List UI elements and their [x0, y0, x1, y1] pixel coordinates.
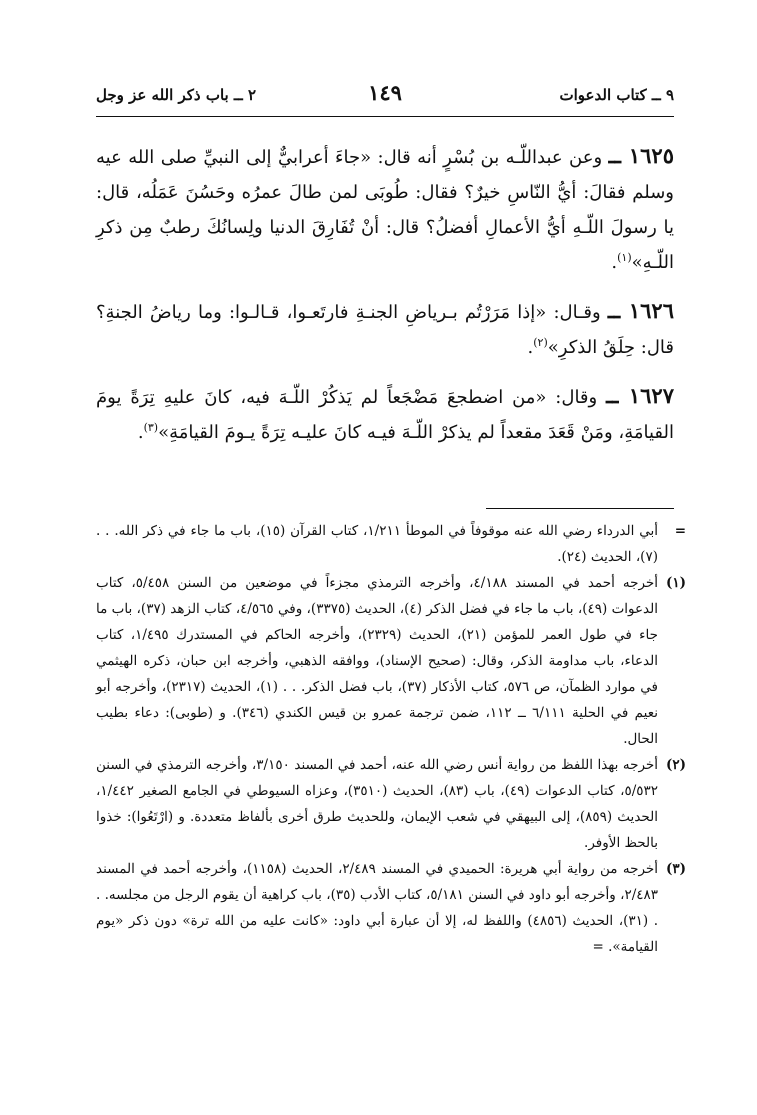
footnote-3	[96, 856, 686, 960]
footnote-label: (٢)	[665, 757, 686, 773]
hadith-1627: ١٦٢٧ ــ وقال: «من اضطجعَ مَضْجَعاً لم يَذكُرْ اللّـهَ فيه، كانَ عليهِ تِرَةً يومَ القيامَةِ، ومَنْ قَعَدَ مقعداً لم يذكرْ اللّـهَ فيـه كانَ عليـه تِرَةً يـومَ القيامَةِ»$^{(٣)}$.	[96, 383, 674, 443]
footnote-text: أخرجه بهذا اللفظ من رواية أنس رضي الله عنه، أحمد في المسند ٣/١٥٠، وأخرجه الترمذي في السنن ٥/٥٣٢، كتاب الدعوات (٤٩)، باب (٨٣)، الحديث (٣٥١٠)، وعزاه السيوطي في الجامع الصغير ١/٤٤٢، الحديث (٨٥٩)، إلى البيهقي في شعب الإيمان، وللحديث طرق أخرى بألفاظ متعددة. و (ارْتَعُوا): خذوا بالحظ الأوفر.	[96, 757, 658, 851]
footnote-separator	[486, 508, 674, 509]
footnote-label: =	[674, 523, 686, 539]
footnote-ref: (٢)	[533, 336, 548, 349]
footnote-2	[96, 752, 686, 856]
hadith-text: وقال: «من اضطجعَ مَضْجَعاً لم يَذكُرْ اللّـهَ فيه، كانَ عليهِ تِرَةً يومَ القيامَةِ، ومَنْ قَعَدَ مقعداً لم يذكرْ اللّـهَ فيـه كانَ عليـه تِرَةً يـومَ القيامَةِ»	[96, 387, 674, 443]
footnote-label: (٣)	[665, 861, 686, 877]
hadith-number: ١٦٢٧ ــ	[606, 383, 674, 408]
main-text	[96, 138, 674, 463]
hadith-text: وقـال: «إذا مَرَرْتُم بـرياضِ الجنـةِ فارتَعـوا، قـالـوا: وما رياضُ الجنةِ؟ قال: حِلَقُ الذكرِ»	[96, 302, 674, 358]
hadith-number: ١٦٢٦ ــ	[607, 298, 674, 323]
chapter-title: ٩ ــ كتاب الدعوات	[559, 86, 674, 104]
footnote-1	[96, 570, 686, 752]
hadith-number: ١٦٢٥ ــ	[608, 143, 674, 168]
footnotes	[96, 518, 686, 960]
footnote-text: أخرجه من رواية أبي هريرة: الحميدي في المسند ٢/٤٨٩، الحديث (١١٥٨)، وأخرجه أحمد في المسند ٢/٤٨٣، وأخرجه أبو داود في السنن ٥/١٨١، كتاب الأدب (٣٥)، باب كراهية أن يقوم الرجل من مجلسه. . . (٣١)، الحديث (٤٨٥٦) واللفظ له، إلا أن عبارة أبي داود: «كانت عليه من الله ترة» دون ذكر «يوم القيامة». =	[96, 861, 659, 955]
page-header	[96, 80, 674, 117]
hadith-1625: ١٦٢٥ ــ وعن عبداللّـه بن بُسْرٍ أنه قال: «جاءَ أعرابيٌّ إلى النبيِّ صلى الله عيه وسلم فقالَ: أيُّ النّاسِ خيرٌ؟ فقال: طُوبَى لمن طالَ عمرُه وحَسُنَ عَمَلُه، قال: يا رسولَ اللّـهِ أيُّ الأعمالِ أفضلُ؟ قال: أنْ تُفَارِقَ الدنيا ولِسانُكَ رطبٌ مِن ذكرِ اللّـهِ»$^{(١)}$.	[96, 143, 674, 273]
footnote-text: أخرجه أحمد في المسند ٤/١٨٨، وأخرجه الترمذي مجزءاً في موضعين من السنن ٥/٤٥٨، كتاب الدعوات (٤٩)، باب ما جاء في فضل الذكر (٤)، الحديث (٣٣٧٥)، وفي ٤/٥٦٥، كتاب الزهد (٣٧)، باب ما جاء في طول العمر للمؤمن (٢١)، الحديث (٢٣٢٩)، وأخرجه الحاكم في المستدرك ١/٤٩٥، كتاب الدعاء، باب مداومة الذكر، وقال: (صحيح الإسناد)، ووافقه الذهبي، وأخرجه ابن حبان، ذكره الهيثمي في موارد الظمآن، ص ٥٧٦، كتاب الأذكار (٣٧)، باب فضل الذكر. . . (١)، الحديث (٢٣١٧)، وأخرجه أبو نعيم في الحلية ٦/١١١ ــ ١١٢، ضمن ترجمة عمرو بن قيس الكندي (٣٤٦). و (طوبى): دعاء بطيب الحال.	[96, 575, 659, 747]
footnote-ref: (١)	[617, 251, 632, 264]
hadith-text: وعن عبداللّـه بن بُسْرٍ أنه قال: «جاءَ أعرابيٌّ إلى النبيِّ صلى الله عيه وسلم فقالَ: أيُّ النّاسِ خيرٌ؟ فقال: طُوبَى لمن طالَ عمرُه وحَسُنَ عَمَلُه، قال: يا رسولَ اللّـهِ أيُّ الأعمالِ أفضلُ؟ قال: أنْ تُفَارِقَ الدنيا ولِسانُكَ رطبٌ مِن ذكرِ اللّـهِ»	[96, 147, 674, 273]
hadith-1626: ١٦٢٦ ــ وقـال: «إذا مَرَرْتُم بـرياضِ الجنـةِ فارتَعـوا، قـالـوا: وما رياضُ الجنةِ؟ قال: حِلَقُ الذكرِ»$^{(٢)}$.	[96, 298, 674, 358]
footnote-ref: (٣)	[143, 421, 159, 434]
footnote-text: أبي الدرداء رضي الله عنه موقوفاً في الموطأ ١/٢١١، كتاب القرآن (١٥)، باب ما جاء في ذكر الله. . . (٧)، الحديث (٢٤).	[96, 523, 658, 565]
section-title: ٢ ــ باب ذكر الله عز وجل	[96, 86, 256, 104]
footnote-label: (١)	[665, 575, 686, 591]
footnote-continuation	[96, 518, 686, 570]
page-number: ١٤٩	[368, 80, 402, 105]
